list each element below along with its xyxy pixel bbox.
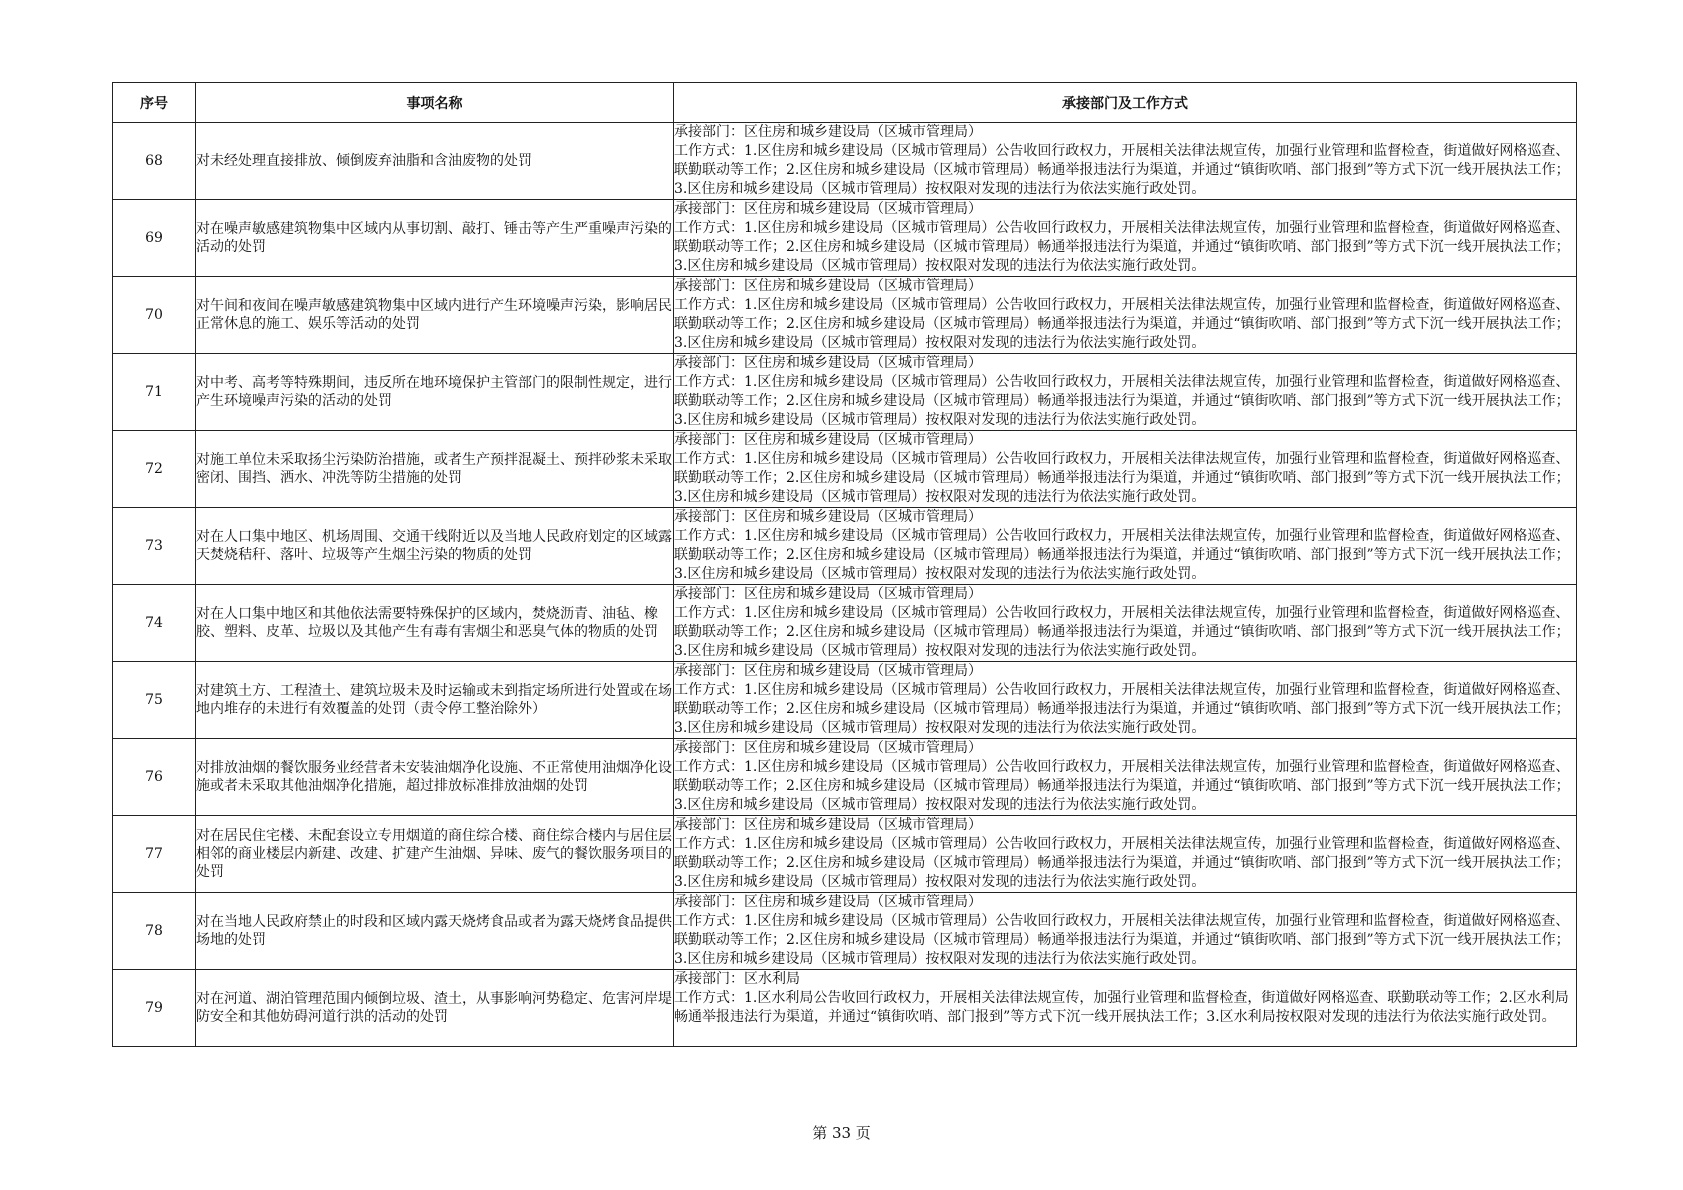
table-row [113, 277, 1577, 354]
row-dept-method [674, 585, 1577, 662]
row-dept-method [674, 123, 1577, 200]
dept-text: 承接部门：区水利局 工作方式：1.区水利局公告收回行政权力，开展相关法律法规宣传，加强行业管理和监督检查，街道做好网格巡查、联勤联动等工作；2.区水利局畅通举报违法行为渠道，并通过“镇街吹哨、部门报到”等方式下沉一线开展执法工作；3.区水利局按权限对发现的违法行为依法实施行政处罚。 [674, 971, 1569, 1025]
dept-text: 承接部门：区住房和城乡建设局（区城市管理局） 工作方式：1.区住房和城乡建设局（区城市管理局）公告收回行政权力，开展相关法律法规宣传，加强行业管理和监督检查，街道做好网格巡查、联勤联动等工作；2.区住房和城乡建设局（区城市管理局）畅通举报违法行为渠道，并通过“镇街吹哨、部门报到”等方式下沉一线开展执法工作；3.区住房和城乡建设局（区城市管理局）按权限对发现的违法行为依法实施行政处罚。 [674, 740, 1570, 813]
row-number: 72 [113, 431, 196, 508]
row-dept-method [674, 200, 1577, 277]
row-dept-method [674, 508, 1577, 585]
dept-text: 承接部门：区住房和城乡建设局（区城市管理局） 工作方式：1.区住房和城乡建设局（区城市管理局）公告收回行政权力，开展相关法律法规宣传，加强行业管理和监督检查，街道做好网格巡查、联勤联动等工作；2.区住房和城乡建设局（区城市管理局）畅通举报违法行为渠道，并通过“镇街吹哨、部门报到”等方式下沉一线开展执法工作；3.区住房和城乡建设局（区城市管理局）按权限对发现的违法行为依法实施行政处罚。 [674, 432, 1570, 505]
table-row [113, 123, 1577, 200]
table-header-row [113, 83, 1577, 123]
row-item-name: 对在噪声敏感建筑物集中区域内从事切割、敲打、锤击等产生严重噪声污染的活动的处罚 [196, 200, 674, 277]
row-dept-method [674, 277, 1577, 354]
row-dept-method [674, 354, 1577, 431]
table-row [113, 354, 1577, 431]
table-row [113, 970, 1577, 1047]
row-item-name: 对在河道、湖泊管理范围内倾倒垃圾、渣土，从事影响河势稳定、危害河岸堤防安全和其他妨碍河道行洪的活动的处罚 [196, 970, 674, 1047]
row-dept-method [674, 662, 1577, 739]
row-number: 74 [113, 585, 196, 662]
row-item-name: 对在人口集中地区、机场周围、交通干线附近以及当地人民政府划定的区域露天焚烧秸秆、落叶、垃圾等产生烟尘污染的物质的处罚 [196, 508, 674, 585]
row-number: 77 [113, 816, 196, 893]
row-number: 68 [113, 123, 196, 200]
header-dept: 承接部门及工作方式 [674, 83, 1577, 123]
table-row [113, 662, 1577, 739]
items-table [112, 82, 1577, 1047]
row-item-name: 对在居民住宅楼、未配套设立专用烟道的商住综合楼、商住综合楼内与居住层相邻的商业楼层内新建、改建、扩建产生油烟、异味、废气的餐饮服务项目的处罚 [196, 816, 674, 893]
header-no: 序号 [113, 83, 196, 123]
row-number: 76 [113, 739, 196, 816]
dept-text: 承接部门：区住房和城乡建设局（区城市管理局） 工作方式：1.区住房和城乡建设局（区城市管理局）公告收回行政权力，开展相关法律法规宣传，加强行业管理和监督检查，街道做好网格巡查、联勤联动等工作；2.区住房和城乡建设局（区城市管理局）畅通举报违法行为渠道，并通过“镇街吹哨、部门报到”等方式下沉一线开展执法工作；3.区住房和城乡建设局（区城市管理局）按权限对发现的违法行为依法实施行政处罚。 [674, 201, 1570, 274]
table-row [113, 893, 1577, 970]
row-item-name: 对未经处理直接排放、倾倒废弃油脂和含油废物的处罚 [196, 123, 674, 200]
header-item: 事项名称 [196, 83, 674, 123]
dept-text: 承接部门：区住房和城乡建设局（区城市管理局） 工作方式：1.区住房和城乡建设局（区城市管理局）公告收回行政权力，开展相关法律法规宣传，加强行业管理和监督检查，街道做好网格巡查、联勤联动等工作；2.区住房和城乡建设局（区城市管理局）畅通举报违法行为渠道，并通过“镇街吹哨、部门报到”等方式下沉一线开展执法工作；3.区住房和城乡建设局（区城市管理局）按权限对发现的违法行为依法实施行政处罚。 [674, 817, 1570, 890]
dept-text: 承接部门：区住房和城乡建设局（区城市管理局） 工作方式：1.区住房和城乡建设局（区城市管理局）公告收回行政权力，开展相关法律法规宣传，加强行业管理和监督检查，街道做好网格巡查、联勤联动等工作；2.区住房和城乡建设局（区城市管理局）畅通举报违法行为渠道，并通过“镇街吹哨、部门报到”等方式下沉一线开展执法工作；3.区住房和城乡建设局（区城市管理局）按权限对发现的违法行为依法实施行政处罚。 [674, 663, 1570, 736]
table-row [113, 508, 1577, 585]
row-number: 70 [113, 277, 196, 354]
row-item-name: 对在当地人民政府禁止的时段和区域内露天烧烤食品或者为露天烧烤食品提供场地的处罚 [196, 893, 674, 970]
row-number: 73 [113, 508, 196, 585]
row-item-name: 对在人口集中地区和其他依法需要特殊保护的区域内，焚烧沥青、油毡、橡胶、塑料、皮革、垃圾以及其他产生有毒有害烟尘和恶臭气体的物质的处罚 [196, 585, 674, 662]
dept-text: 承接部门：区住房和城乡建设局（区城市管理局） 工作方式：1.区住房和城乡建设局（区城市管理局）公告收回行政权力，开展相关法律法规宣传，加强行业管理和监督检查，街道做好网格巡查、联勤联动等工作；2.区住房和城乡建设局（区城市管理局）畅通举报违法行为渠道，并通过“镇街吹哨、部门报到”等方式下沉一线开展执法工作；3.区住房和城乡建设局（区城市管理局）按权限对发现的违法行为依法实施行政处罚。 [674, 586, 1570, 659]
page-number: 第 33 页 [812, 1124, 871, 1142]
row-dept-method [674, 739, 1577, 816]
row-item-name: 对排放油烟的餐饮服务业经营者未安装油烟净化设施、不正常使用油烟净化设施或者未采取其他油烟净化措施，超过排放标准排放油烟的处罚 [196, 739, 674, 816]
row-dept-method [674, 816, 1577, 893]
dept-text: 承接部门：区住房和城乡建设局（区城市管理局） 工作方式：1.区住房和城乡建设局（区城市管理局）公告收回行政权力，开展相关法律法规宣传，加强行业管理和监督检查，街道做好网格巡查、联勤联动等工作；2.区住房和城乡建设局（区城市管理局）畅通举报违法行为渠道，并通过“镇街吹哨、部门报到”等方式下沉一线开展执法工作；3.区住房和城乡建设局（区城市管理局）按权限对发现的违法行为依法实施行政处罚。 [674, 355, 1570, 428]
row-item-name: 对中考、高考等特殊期间，违反所在地环境保护主管部门的限制性规定，进行产生环境噪声污染的活动的处罚 [196, 354, 674, 431]
table-row [113, 200, 1577, 277]
row-number: 79 [113, 970, 196, 1047]
row-dept-method [674, 970, 1577, 1047]
row-number: 69 [113, 200, 196, 277]
row-number: 71 [113, 354, 196, 431]
row-item-name: 对建筑土方、工程渣土、建筑垃圾未及时运输或未到指定场所进行处置或在场地内堆存的未进行有效覆盖的处罚（责令停工整治除外） [196, 662, 674, 739]
dept-text: 承接部门：区住房和城乡建设局（区城市管理局） 工作方式：1.区住房和城乡建设局（区城市管理局）公告收回行政权力，开展相关法律法规宣传，加强行业管理和监督检查，街道做好网格巡查、联勤联动等工作；2.区住房和城乡建设局（区城市管理局）畅通举报违法行为渠道，并通过“镇街吹哨、部门报到”等方式下沉一线开展执法工作；3.区住房和城乡建设局（区城市管理局）按权限对发现的违法行为依法实施行政处罚。 [674, 894, 1570, 967]
table-row [113, 431, 1577, 508]
row-item-name: 对午间和夜间在噪声敏感建筑物集中区域内进行产生环境噪声污染，影响居民正常休息的施工、娱乐等活动的处罚 [196, 277, 674, 354]
row-dept-method [674, 893, 1577, 970]
row-dept-method [674, 431, 1577, 508]
table-row [113, 739, 1577, 816]
dept-text: 承接部门：区住房和城乡建设局（区城市管理局） 工作方式：1.区住房和城乡建设局（区城市管理局）公告收回行政权力，开展相关法律法规宣传，加强行业管理和监督检查，街道做好网格巡查、联勤联动等工作；2.区住房和城乡建设局（区城市管理局）畅通举报违法行为渠道，并通过“镇街吹哨、部门报到”等方式下沉一线开展执法工作；3.区住房和城乡建设局（区城市管理局）按权限对发现的违法行为依法实施行政处罚。 [674, 124, 1570, 197]
table-row [113, 816, 1577, 893]
dept-text: 承接部门：区住房和城乡建设局（区城市管理局） 工作方式：1.区住房和城乡建设局（区城市管理局）公告收回行政权力，开展相关法律法规宣传，加强行业管理和监督检查，街道做好网格巡查、联勤联动等工作；2.区住房和城乡建设局（区城市管理局）畅通举报违法行为渠道，并通过“镇街吹哨、部门报到”等方式下沉一线开展执法工作；3.区住房和城乡建设局（区城市管理局）按权限对发现的违法行为依法实施行政处罚。 [674, 278, 1570, 351]
row-number: 78 [113, 893, 196, 970]
table-row [113, 585, 1577, 662]
row-number: 75 [113, 662, 196, 739]
row-item-name: 对施工单位未采取扬尘污染防治措施，或者生产预拌混凝土、预拌砂浆未采取密闭、围挡、洒水、冲洗等防尘措施的处罚 [196, 431, 674, 508]
dept-text: 承接部门：区住房和城乡建设局（区城市管理局） 工作方式：1.区住房和城乡建设局（区城市管理局）公告收回行政权力，开展相关法律法规宣传，加强行业管理和监督检查，街道做好网格巡查、联勤联动等工作；2.区住房和城乡建设局（区城市管理局）畅通举报违法行为渠道，并通过“镇街吹哨、部门报到”等方式下沉一线开展执法工作；3.区住房和城乡建设局（区城市管理局）按权限对发现的违法行为依法实施行政处罚。 [674, 509, 1570, 582]
